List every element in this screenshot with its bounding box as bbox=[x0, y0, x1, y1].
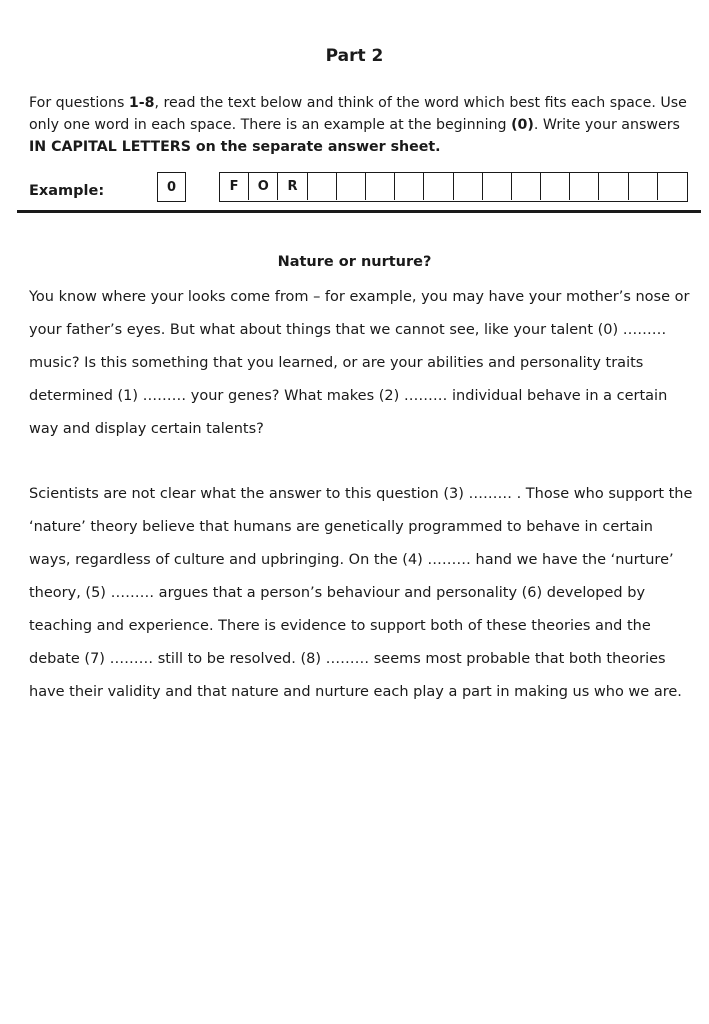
answer-cell bbox=[599, 173, 628, 200]
page-title: Part 2 bbox=[325, 46, 384, 66]
example-answer-grid bbox=[219, 172, 688, 202]
answer-cell bbox=[395, 173, 424, 200]
instructions-text: , read the text below and think of the word which best fits each space. Use only one word in each space. There is an example at the beginning bbox=[29, 95, 687, 133]
answer-cell bbox=[570, 173, 599, 200]
answer-cell: R bbox=[278, 173, 307, 200]
answer-cell bbox=[541, 173, 570, 200]
section-divider bbox=[17, 210, 701, 213]
example-label: Example: bbox=[29, 183, 105, 199]
answer-cell bbox=[366, 173, 395, 200]
answer-cell: F bbox=[220, 173, 249, 200]
instructions-text: . Write your answers bbox=[533, 117, 680, 133]
example-number-box: 0 bbox=[157, 172, 186, 202]
answer-cell bbox=[483, 173, 512, 200]
instructions bbox=[29, 92, 699, 158]
answer-cell bbox=[454, 173, 483, 200]
answer-cell bbox=[337, 173, 366, 200]
article-title: Nature or nurture? bbox=[277, 254, 432, 270]
example-reference: (0) bbox=[511, 117, 534, 133]
instructions-text: For questions bbox=[29, 95, 129, 111]
answer-cell bbox=[512, 173, 541, 200]
example-row bbox=[29, 172, 689, 205]
article-paragraph: You know where your looks come from – for example, you may have your mother’s nose or your father’s eyes. But what about things that we cannot see, like your talent (0) ……… music? Is this something that you learned, or are your abilities and personality traits determined (1) ……… your genes? What makes (2) ……… individual behave in a certain way and display certain talents? bbox=[29, 289, 690, 437]
answer-cell bbox=[658, 173, 687, 200]
answer-cell: O bbox=[249, 173, 278, 200]
answer-cell bbox=[308, 173, 337, 200]
question-range: 1-8 bbox=[128, 95, 155, 111]
answer-cell bbox=[424, 173, 453, 200]
article-paragraph: Scientists are not clear what the answer to this question (3) ……… . Those who support the ‘nature’ theory believe that humans are genetically programmed to behave in certain ways, regardless of culture and upbringing. On the (4) ……… hand we have the ‘nurture’ theory, (5) ……… argues that a person’s behaviour and personality (6) developed by teaching and experience. There is evidence to support both of these theories and the debate (7) ……… still to be resolved. (8) ……… seems most probable that both theories have their validity and that nature and nurture each play a part in making us who we are. bbox=[29, 486, 693, 700]
answer-cell bbox=[629, 173, 658, 200]
capital-letters-emphasis: IN CAPITAL LETTERS on the separate answer sheet. bbox=[29, 139, 441, 155]
